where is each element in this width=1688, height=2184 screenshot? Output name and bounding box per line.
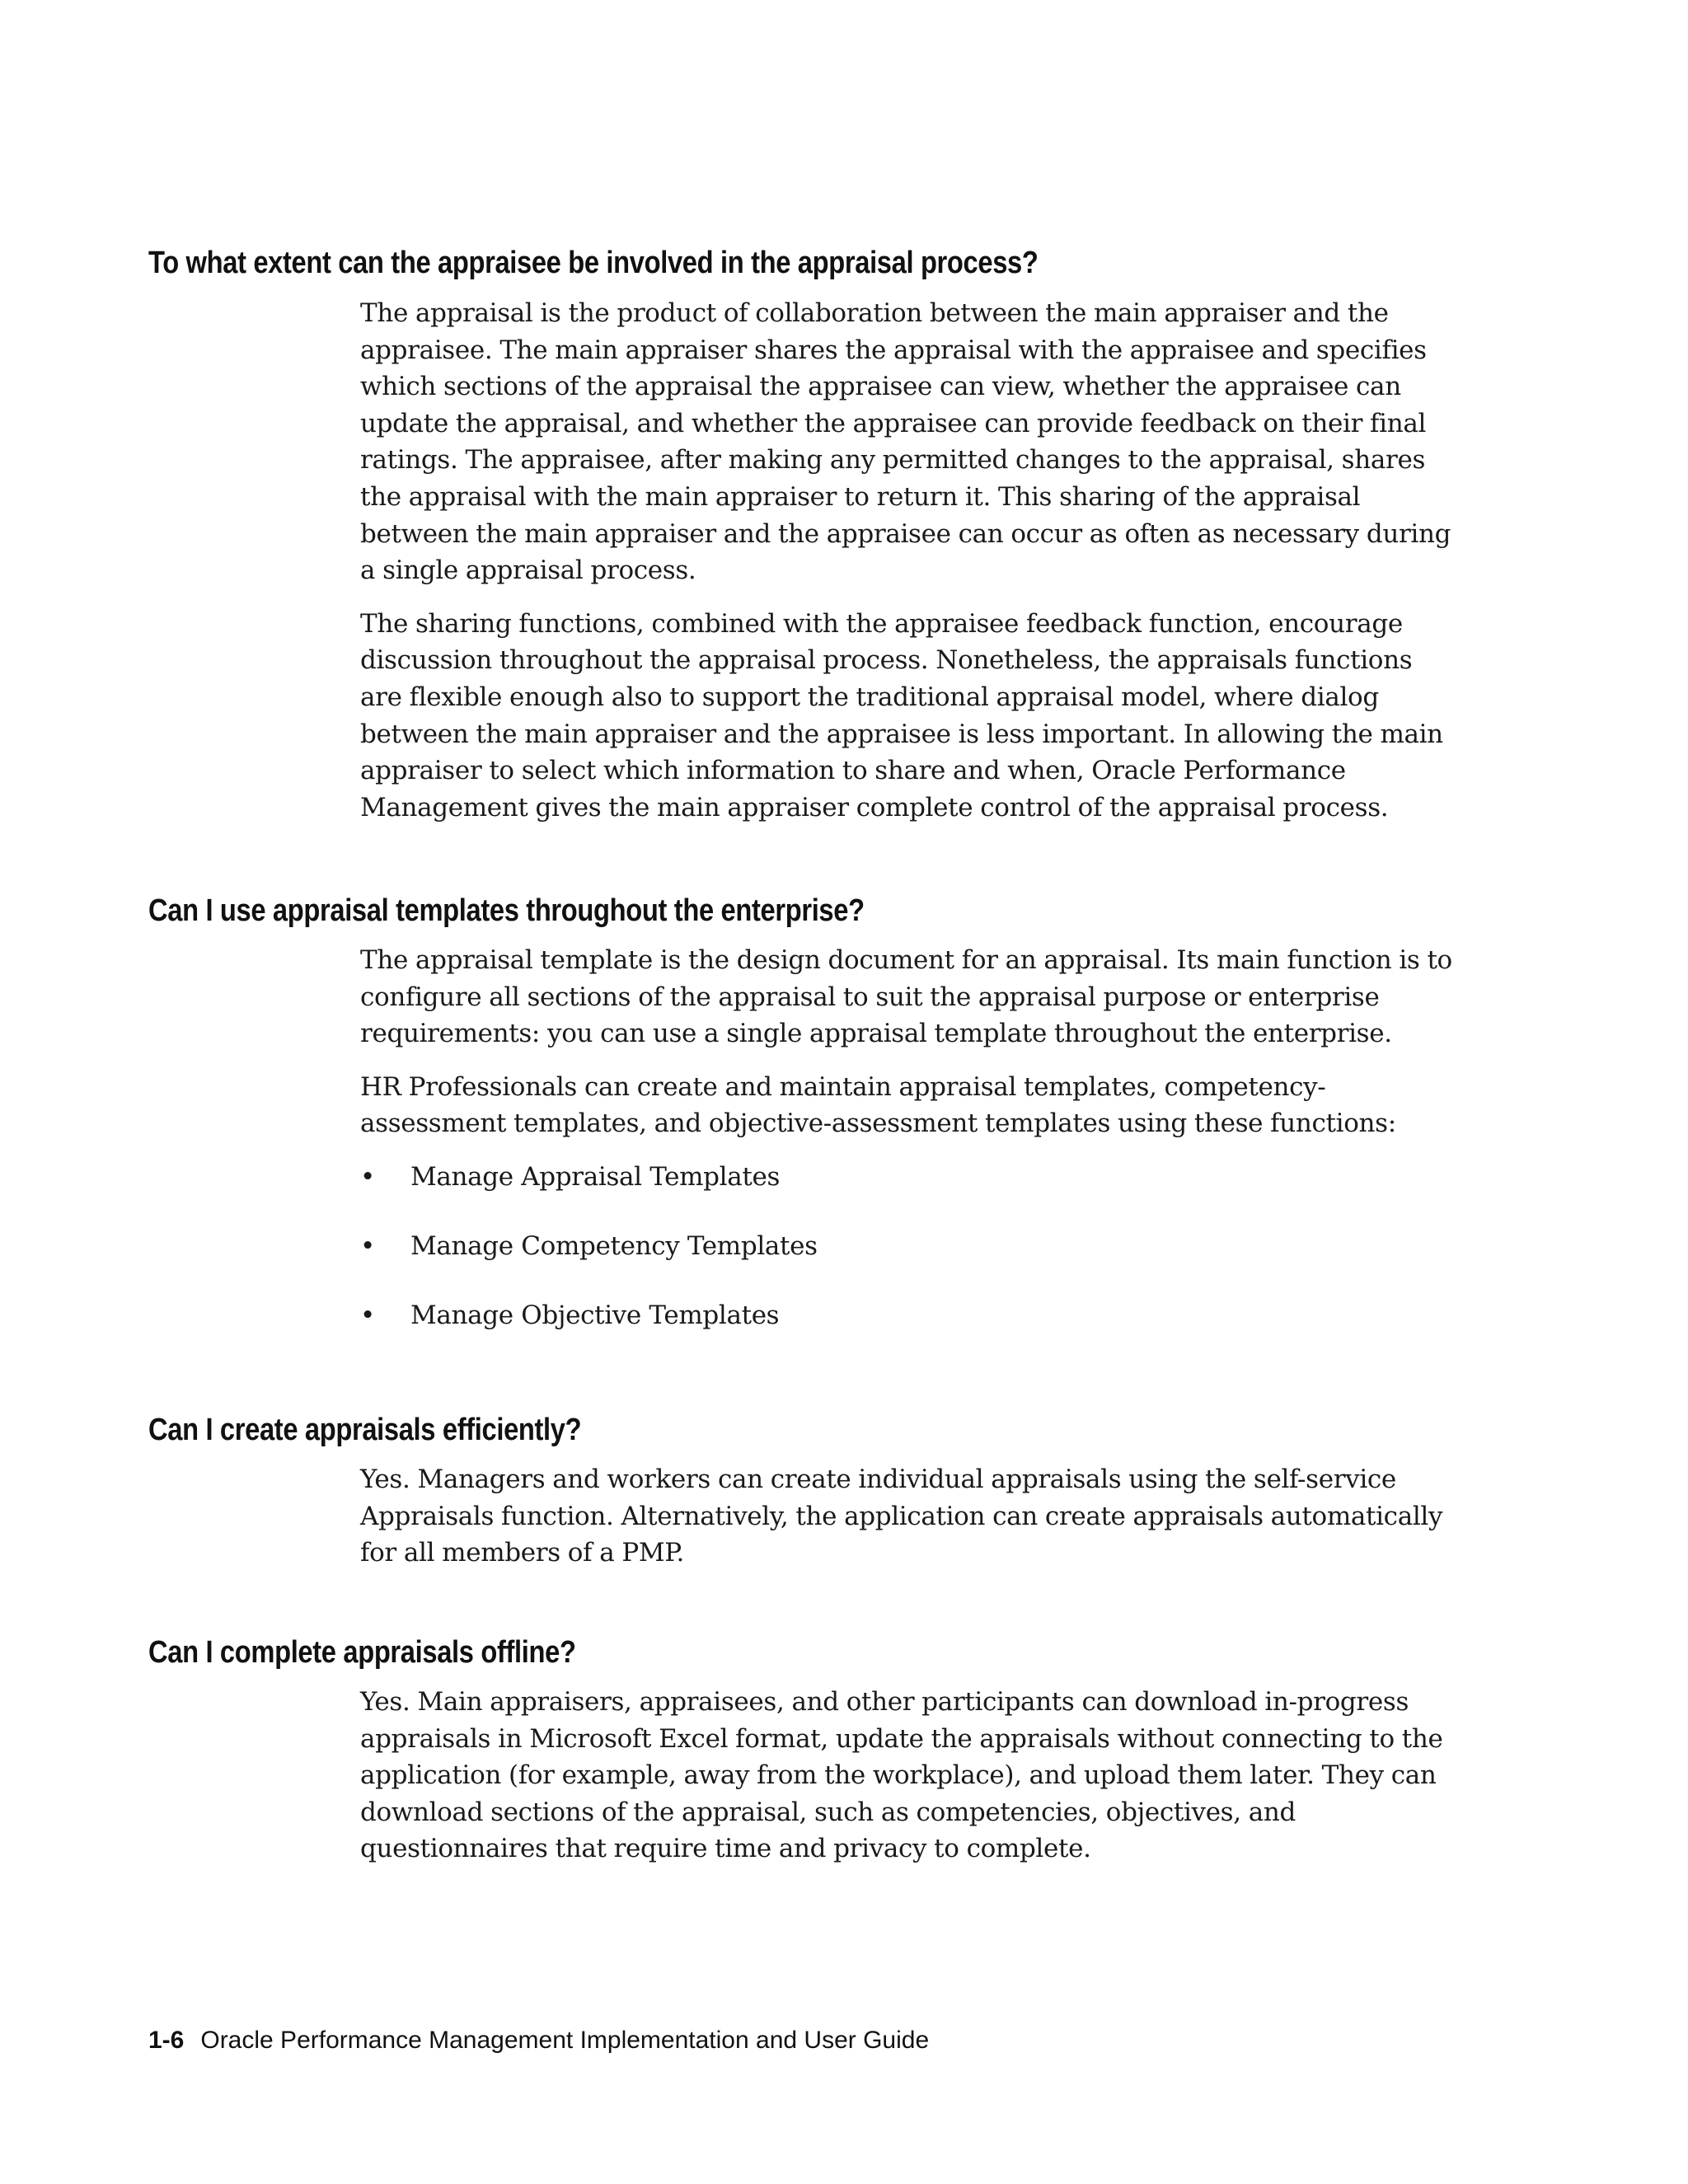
body-paragraph: Yes. Main appraisers, appraisees, and other participants can download in-progress appraisals in Microsoft Excel format, update the appraisals without connecting to the application (for example, away from the workplace), and upload them later. They can download sections of the appraisal, such as competencies, objectives, and questionnaires that require time and privacy to complete. [360, 1687, 1443, 1864]
template-functions-list [360, 1159, 1456, 1366]
section-heading-offline-appraisals: Can I complete appraisals offline? [148, 1635, 576, 1670]
page-footer [148, 2024, 929, 2057]
list-item [360, 1228, 1456, 1297]
section-body-create-appraisals [360, 1461, 1456, 1588]
section-body-appraisal-templates [360, 942, 1456, 1366]
section-heading-appraisee-involvement: To what extent can the appraisee be involved in the appraisal process? [148, 246, 1039, 280]
body-paragraph: Yes. Managers and workers can create individual appraisals using the self-service Appraisals function. Alternatively, the application can create appraisals automatically for all members of a PMP. [360, 1465, 1443, 1568]
list-item-label: Manage Objective Templates [410, 1300, 780, 1330]
body-paragraph: The appraisal is the product of collaboration between the main appraiser and the appraisee. The main appraiser shares the appraisal with the appraisee and specifies which sections of the appraisal the appraisee can view, whether the appraisee can update the appraisal, and whether the appraisee can provide feedback on their final ratings. The appraisee, after making any permitted changes to the appraisal, shares the appraisal with the main appraiser to return it. This sharing of the appraisal between the main appraiser and the appraisee can occur as often as necessary during a single appraisal process. [360, 298, 1451, 586]
bullet-icon: • [360, 1300, 375, 1330]
book-title: Oracle Performance Management Implementation and User Guide [200, 2027, 930, 2054]
page-number: 1-6 [148, 2027, 185, 2054]
bullet-icon: • [360, 1230, 375, 1261]
section-body-appraisee-involvement [360, 295, 1456, 842]
list-item [360, 1297, 1456, 1366]
body-paragraph: The appraisal template is the design document for an appraisal. Its main function is to configure all sections of the appraisal to suit the appraisal purpose or enterprise requirements: you can use a single appraisal template throughout the enterprise. [360, 945, 1452, 1049]
body-paragraph: HR Professionals can create and maintain appraisal templates, competency-assessment templates, and objective-assessment templates using these functions: [360, 1071, 1396, 1139]
bullet-icon: • [360, 1161, 375, 1192]
list-item-label: Manage Competency Templates [410, 1230, 818, 1261]
body-paragraph: The sharing functions, combined with the appraisee feedback function, encourage discussion throughout the appraisal process. Nonetheless, the appraisals functions are flexible enough also to support the traditional appraisal model, where dialog between the main appraiser and the appraisee is less important. In allowing the main appraiser to select which information to share and when, Oracle Performance Management gives the main appraiser complete control of the appraisal process. [360, 608, 1443, 823]
section-body-offline-appraisals [360, 1684, 1456, 1884]
list-item-label: Manage Appraisal Templates [410, 1161, 781, 1192]
section-heading-appraisal-templates: Can I use appraisal templates throughout the enterprise? [148, 893, 865, 928]
section-heading-create-appraisals: Can I create appraisals efficiently? [148, 1413, 582, 1447]
list-item [360, 1159, 1456, 1228]
